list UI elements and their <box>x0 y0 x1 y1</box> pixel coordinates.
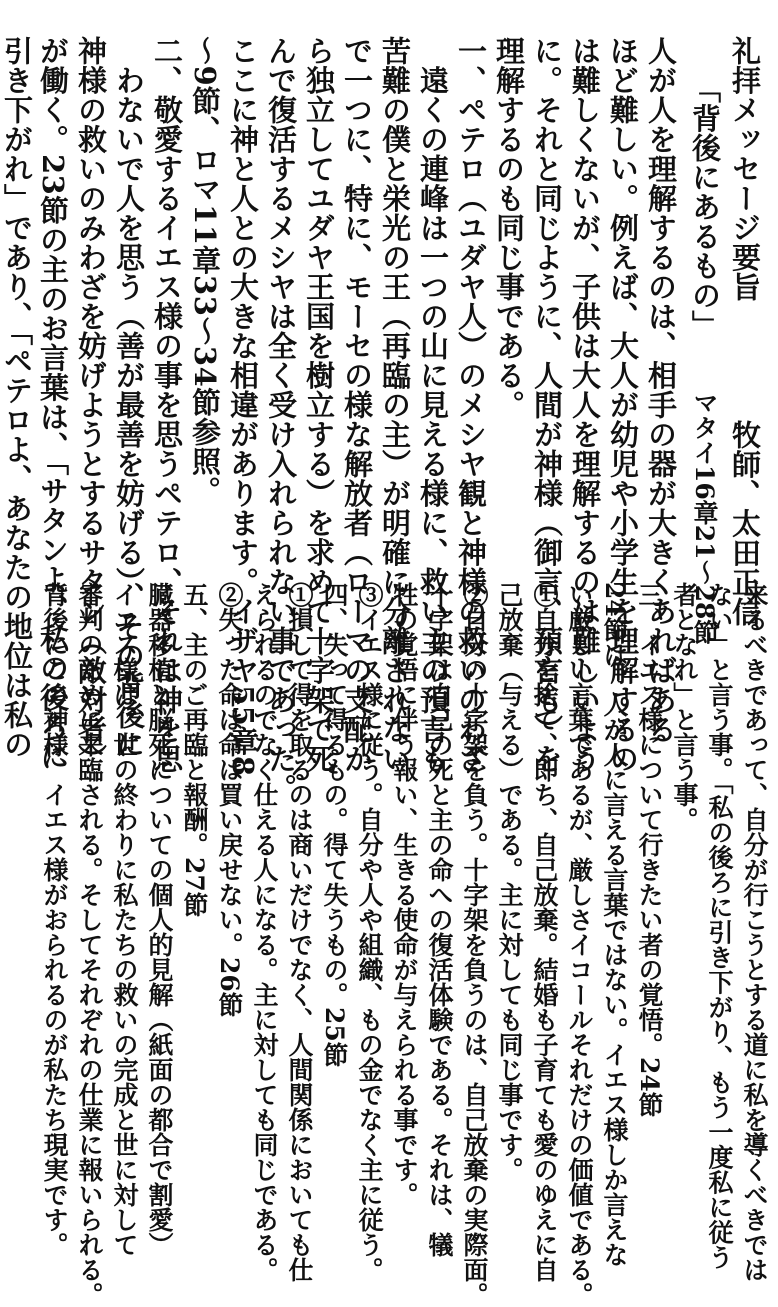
upper-line: が働く。23節の主のお言葉は、「サタンよ、私の後ろに <box>36 36 70 771</box>
pastor-name: 牧師、太田正信 <box>728 420 762 627</box>
lower-line: 審判のために来臨される。そしてそれぞれの仕業に報いられる。 <box>75 582 104 1307</box>
lower-line: ②失った命は命は買い戻せない。26節 <box>215 582 244 1017</box>
upper-line: は難しくないが、子供は大人を理解するのは難しいよう <box>568 36 602 774</box>
sermon-title: 「背後にあるもの」 <box>688 74 722 340</box>
section-heading-1: 一、ペテロ（ユダヤ人）のメシヤ観と神様の救いのわざ <box>454 36 488 774</box>
header-title-label: 礼拝メッセージ要旨 <box>728 36 762 302</box>
lower-line: 者となれ」と言う事。 <box>670 582 699 832</box>
upper-line: んで復活するメシヤは全く受け入れられない事であった。 <box>264 36 298 803</box>
section-heading-5: 五、主のご再臨と報酬。27節 <box>180 582 209 917</box>
upper-line: ら独立してユダヤ王国を樹立する）を求めて十字架で死 <box>302 36 336 774</box>
upper-line: 神様の救いのみわざを妨げようとするサタン（敵対者） <box>74 36 108 774</box>
lower-line: 臓器移植と脳死についての個人的見解（紙面の都合で割愛） <box>145 582 174 1257</box>
lower-line: 牲の覚悟に伴う報い、生きる使命が与えられる事です。 <box>390 582 419 1207</box>
upper-line: で一つに、特に、モーセの様な解放者（ローマの支配か <box>340 36 374 774</box>
upper-line: 人が人を理解するのは、相手の器が大きくあればある <box>644 36 678 744</box>
lower-line: えられるのでなく仕える人になる。主に対しても同じである。 <box>250 582 279 1282</box>
upper-line: 遠くの連峰は一つの山に見える様に、救い主の預言も <box>416 36 450 774</box>
upper-line: に。それと同じように、人間が神様（御言、預言も）を <box>530 36 564 774</box>
lower-line: 十字架は自己の死と主の命への復活体験である。それは、犠 <box>425 582 454 1257</box>
lower-line: 己放棄（与える）である。主に対しても同じ事です。 <box>495 582 524 1182</box>
upper-line: ここに神と人との大きな相違があります。イザヤ55章8 <box>226 36 260 777</box>
upper-line: ～9節、ロマ11章33～34節参照。 <box>188 36 222 506</box>
upper-line: わないで人を思う（善が最善を妨げる）、その背後に <box>112 36 146 759</box>
lower-line: 来るべきであって、自分が行こうとする道に私を導くべきでは <box>740 582 769 1282</box>
lower-line: ③イエス様に従う。自分や人や組織、もの金でなく主に従う。 <box>355 582 384 1282</box>
lower-line: ①損して得を取るのは商いだけでなく、人間関係においても仕 <box>285 582 314 1282</box>
lower-line: い厳しい言葉であるが、厳しさイコールそれだけの価値である。 <box>565 582 594 1307</box>
upper-line: ほど難しい。例えば、大人が幼児や小学生を理解するの <box>606 36 640 774</box>
lower-line: イエス様は、世の終わりに私たちの救いの完成と世に対して <box>110 582 139 1257</box>
upper-line: 理解するのも同じ事である。 <box>492 36 526 420</box>
lower-line: 24節は、人が人に言える言葉ではない。イエス様しか言えな <box>600 582 629 1267</box>
section-heading-4: 四、失って得るもの。得て失うもの。25節 <box>320 582 349 1067</box>
upper-line: 引き下がれ」であり、「ペテロよ、あなたの地位は私の <box>0 36 34 759</box>
lower-line: 背後にこの神様、イエス様がおられるのが私たち現実です。 <box>40 582 69 1257</box>
lower-line: ①自分を捨て、即ち、自己放棄。結婚も子育ても愛のゆえに自 <box>530 582 559 1282</box>
section-heading-2: 二、敬愛するイエス様の事を思うペテロ、それは神を思 <box>150 36 184 774</box>
upper-line: 苦難の僕と栄光の王（再臨の主）が明確に分離されない <box>378 36 412 774</box>
lower-line: ない」と言う事。「私の後ろに引き下がり、もう一度私に従う <box>705 582 734 1270</box>
scripture-reference: マタイ16章21～28節 <box>690 390 719 645</box>
lower-line: ②自分の十字架を負う。十字架を負うのは、自己放棄の実際面。 <box>460 582 489 1307</box>
section-heading-3: 三、イエス様について行きたい者の覚悟。24節 <box>635 582 664 1117</box>
